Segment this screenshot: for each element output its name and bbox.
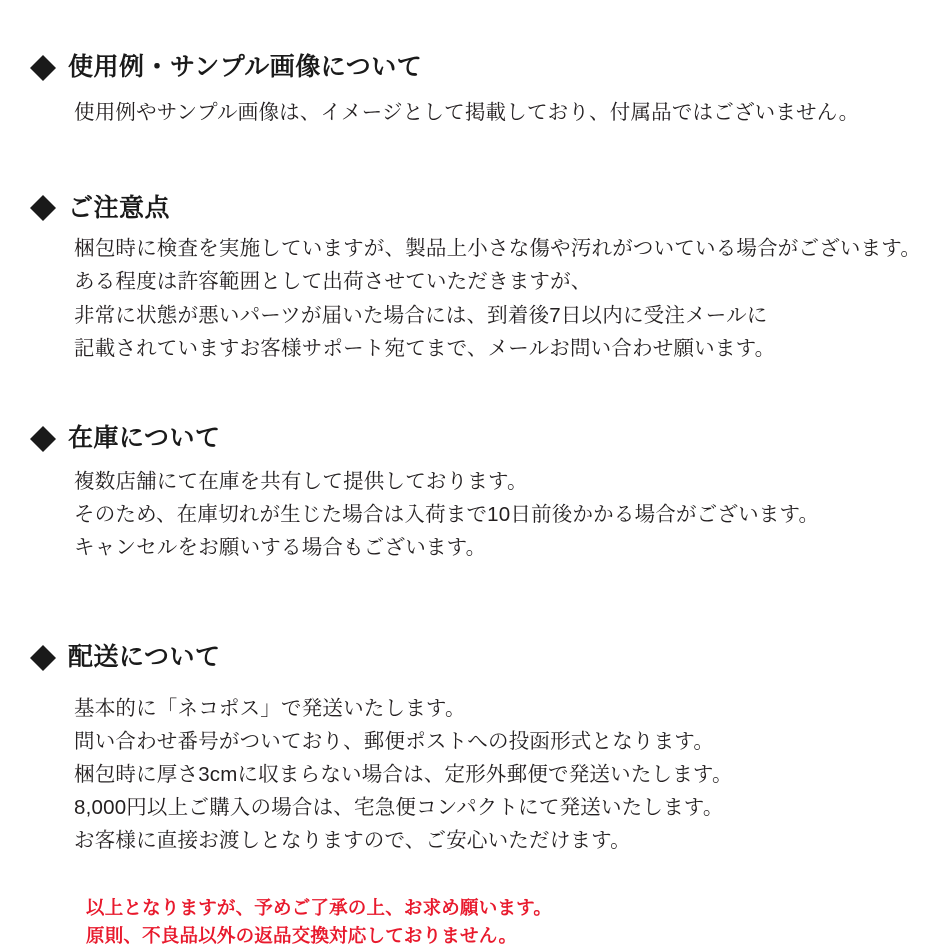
body-line: 梱包時に厚さ3cmに収まらない場合は、定形外郵便で発送いたします。 [74, 763, 733, 787]
section-heading [30, 425, 920, 453]
diamond-bullet-icon [30, 413, 56, 439]
section-body [74, 692, 920, 858]
section-body [74, 232, 920, 365]
body-line: 非常に状態が悪いパーツが届いた場合には、到着後7日以内に受注メールに [74, 303, 768, 327]
section-heading [30, 195, 920, 223]
section-heading [30, 644, 920, 672]
section-title: 使用例・サンプル画像について [68, 53, 423, 81]
body-line: 使用例やサンプル画像は、イメージとして掲載しており、付属品ではございません。 [74, 100, 860, 124]
section-shipping [30, 644, 920, 858]
diamond-bullet-icon [30, 182, 56, 208]
body-line: 基本的に「ネコポス」で発送いたします。 [74, 696, 466, 720]
body-line: そのため、在庫切れが生じた場合は入荷まで10日前後かかる場合がございます。 [74, 502, 820, 526]
notice-line: 以上となりますが、予めご了承の上、お求め願います。 [86, 896, 553, 918]
section-stock [30, 425, 920, 564]
section-title: 在庫について [68, 424, 221, 453]
section-body [74, 96, 920, 129]
body-line: 8,000円以上ご購入の場合は、宅急便コンパクトにて発送いたします。 [74, 796, 724, 820]
section-caution [30, 195, 920, 365]
section-heading [30, 54, 920, 82]
notice-text [86, 894, 920, 951]
section-usage-sample [30, 54, 920, 129]
body-line: キャンセルをお願いする場合もございます。 [74, 535, 487, 559]
section-body [74, 465, 920, 565]
body-line: 記載されていますお客様サポート宛てまで、メールお問い合わせ願います。 [74, 336, 776, 360]
body-line: お客様に直接お渡しとなりますので、ご安心いただけます。 [74, 829, 631, 853]
section-title: 配送について [68, 643, 221, 672]
body-line: 複数店舗にて在庫を共有して提供しております。 [74, 469, 528, 493]
diamond-bullet-icon [30, 632, 56, 658]
diamond-bullet-icon [30, 42, 56, 68]
body-line: 問い合わせ番号がついており、郵便ポストへの投函形式となります。 [74, 729, 715, 753]
body-line: 梱包時に検査を実施していますが、製品上小さな傷や汚れがついている場合がございます。 [74, 237, 922, 261]
notice-line: 原則、不良品以外の返品交換対応しておりません。 [86, 925, 518, 947]
body-line: ある程度は許容範囲として出荷させていただきますが、 [74, 270, 592, 294]
section-title: ご注意点 [68, 193, 171, 222]
